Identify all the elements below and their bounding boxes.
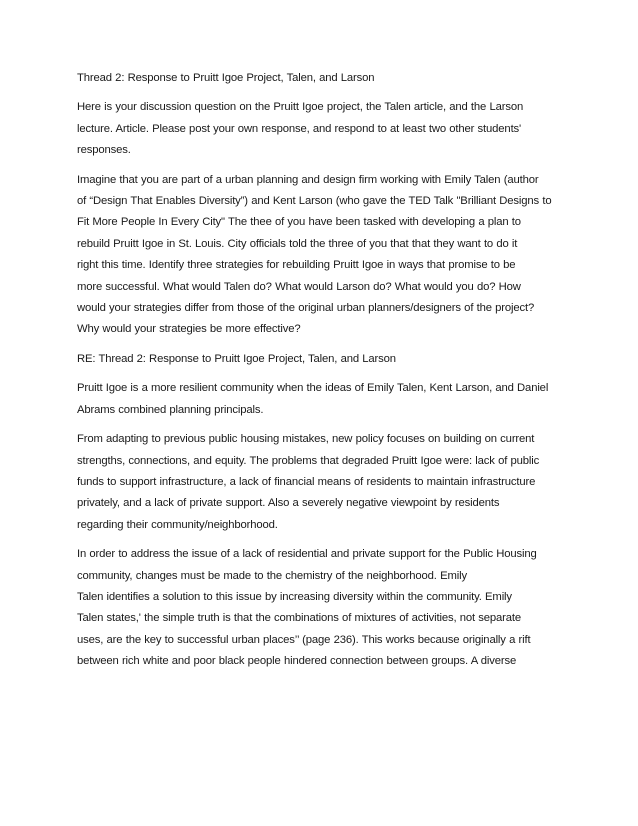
- text-line: uses, are the key to successful urban places’’ (page 236). This works because originally a rift: [77, 633, 531, 646]
- text-line: From adapting to previous public housing mistakes, new policy focuses on building on current: [77, 433, 535, 446]
- document-page: [77, 68, 567, 681]
- reply-diversity: [77, 544, 567, 672]
- text-line: responses.: [77, 144, 131, 157]
- reply-problems: [77, 429, 567, 536]
- text-line: rebuild Pruitt Igoe in St. Louis. City officials told the three of you that that they want to do it: [77, 237, 518, 250]
- text-line: Pruitt Igoe is a more resilient community when the ideas of Emily Talen, Kent Larson, and Daniel: [77, 382, 549, 395]
- text-line: In order to address the issue of a lack of residential and private support for the Public Housing: [77, 548, 537, 561]
- discussion-prompt: [77, 170, 567, 341]
- text-line: RE: Thread 2: Response to Pruitt Igoe Project, Talen, and Larson: [77, 352, 396, 365]
- reply-thesis: [77, 378, 567, 421]
- discussion-intro: [77, 97, 567, 161]
- text-line: between rich white and poor black people hindered connection between groups. A diverse: [77, 655, 517, 668]
- text-line: Imagine that you are part of a urban planning and design firm working with Emily Talen (author: [77, 173, 539, 186]
- text-line: Abrams combined planning principals.: [77, 403, 264, 416]
- text-line: regarding their community/neighborhood.: [77, 518, 278, 531]
- text-line: would your strategies differ from those of the original urban planners/designers of the project?: [77, 302, 535, 315]
- text-line: lecture. Article. Please post your own response, and respond to at least two other students': [77, 122, 522, 135]
- text-line: Talen states,' the simple truth is that the combinations of mixtures of activities, not separate: [77, 612, 522, 625]
- thread-title: [77, 68, 567, 89]
- text-line: Thread 2: Response to Pruitt Igoe Project, Talen, and Larson: [77, 72, 375, 84]
- reply-title: [77, 349, 567, 370]
- text-line: Here is your discussion question on the Pruitt Igoe project, the Talen article, and the Larson: [77, 101, 524, 114]
- text-line: Fit More People In Every City" The thee of you have been tasked with developing a plan to: [77, 216, 521, 229]
- text-line: right this time. Identify three strategies for rebuilding Pruitt Igoe in ways that promise to be: [77, 259, 516, 272]
- text-line: of “Design That Enables Diversity”) and Kent Larson (who gave the TED Talk "Brilliant Designs to: [77, 195, 552, 208]
- text-line: funds to support infrastructure, a lack of financial means of residents to maintain infrastructure: [77, 475, 536, 488]
- text-line: privately, and a lack of private support. Also a severely negative viewpoint by residents: [77, 497, 500, 510]
- text-line: Why would your strategies be more effective?: [77, 323, 301, 336]
- text-line: strengths, connections, and equity. The problems that degraded Pruitt Igoe were: lack of public: [77, 454, 540, 467]
- text-line: Talen identifies a solution to this issue by increasing diversity within the community. Emily: [77, 590, 512, 603]
- text-line: community, changes must be made to the chemistry of the neighborhood. Emily: [77, 569, 467, 582]
- text-line: more successful. What would Talen do? What would Larson do? What would you do? How: [77, 280, 521, 293]
